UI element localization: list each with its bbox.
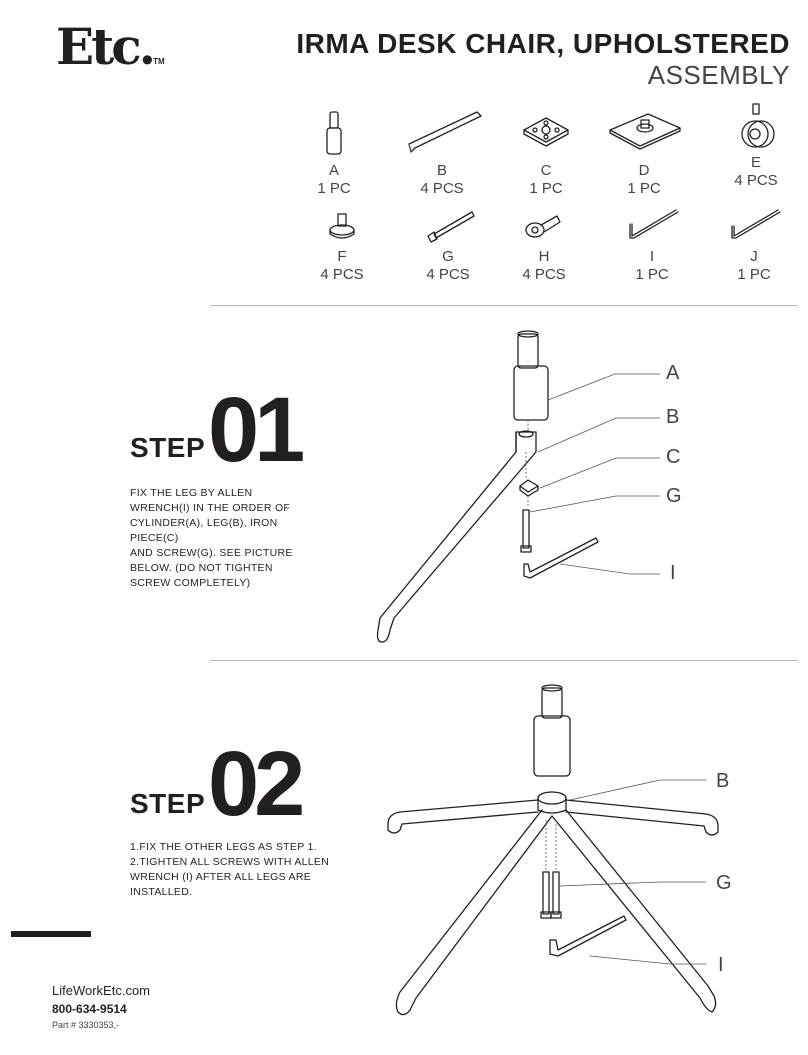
part-letter: H xyxy=(538,248,550,265)
part-letter: G xyxy=(442,248,454,265)
allen-wrench-part-icon xyxy=(724,204,784,244)
part-h xyxy=(494,204,594,284)
part-qty: 1 PC xyxy=(529,180,563,197)
mounting-plate-part-icon xyxy=(604,108,684,158)
brand-logo xyxy=(56,17,165,76)
step2-word: STEP xyxy=(130,788,206,819)
step2-diagram xyxy=(370,680,740,1040)
footer-bar xyxy=(11,931,91,937)
part-f xyxy=(292,204,392,284)
instruction-line: WRENCH (I) AFTER ALL LEGS ARE xyxy=(130,871,312,883)
callout-b: B xyxy=(716,770,730,792)
step1-instructions xyxy=(130,486,310,591)
part-letter: F xyxy=(337,248,347,265)
instruction-line: 1.FIX THE OTHER LEGS AS STEP 1. xyxy=(130,841,317,853)
divider xyxy=(210,660,798,661)
part-qty: 4 PCS xyxy=(320,266,364,283)
part-letter: B xyxy=(436,162,447,179)
footer-phone[interactable]: 800-634-9514 xyxy=(52,1002,127,1016)
instruction-line: AND SCREW(G). SEE PICTURE xyxy=(130,547,293,559)
logo-text: Etc. xyxy=(56,17,154,76)
callout-i: I xyxy=(718,954,724,976)
part-g xyxy=(398,204,498,284)
page-subtitle: ASSEMBLY xyxy=(647,60,790,90)
logo-trademark: TM xyxy=(153,57,165,66)
part-letter: J xyxy=(750,248,758,265)
long-screw-part-icon xyxy=(418,204,478,244)
instruction-line: 2.TIGHTEN ALL SCREWS WITH ALLEN xyxy=(130,856,330,868)
part-letter: D xyxy=(638,162,650,179)
callout-c: C xyxy=(666,446,681,468)
footer-website[interactable]: LifeWorkEtc.com xyxy=(52,983,151,998)
part-letter: A xyxy=(328,162,339,179)
callout-g: G xyxy=(716,872,732,894)
part-letter: I xyxy=(649,248,655,265)
part-letter: E xyxy=(750,154,761,171)
part-b xyxy=(392,108,492,198)
instruction-line: CYLINDER(A), LEG(B), IRON xyxy=(130,517,278,529)
step1-number: 01 xyxy=(208,379,301,481)
step1-word: STEP xyxy=(130,432,206,463)
instruction-line: BELOW. (DO NOT TIGHTEN xyxy=(130,562,273,574)
glide-part-icon xyxy=(322,204,362,244)
footer-part-number: Part # 3330353,- xyxy=(52,1020,120,1030)
instruction-line: FIX THE LEG BY ALLEN xyxy=(130,487,253,499)
iron-piece-part-icon xyxy=(516,108,576,158)
allen-wrench-part-icon xyxy=(622,204,682,244)
callout-i: I xyxy=(670,562,676,584)
part-e xyxy=(706,100,806,190)
part-qty: 1 PC xyxy=(627,180,661,197)
part-qty: 1 PC xyxy=(737,266,771,283)
step1-diagram xyxy=(360,320,700,660)
part-letter: C xyxy=(540,162,552,179)
instruction-line: WRENCH(I) IN THE ORDER OF xyxy=(130,502,291,514)
step2-instructions xyxy=(130,840,330,900)
callout-b: B xyxy=(666,406,680,428)
part-qty: 4 PCS xyxy=(734,172,778,189)
step2-number: 02 xyxy=(208,733,301,835)
part-qty: 4 PCS xyxy=(522,266,566,283)
part-qty: 4 PCS xyxy=(426,266,470,283)
part-a xyxy=(284,108,384,198)
instruction-line: SCREW COMPLETELY) xyxy=(130,577,251,589)
callout-g: G xyxy=(666,485,682,507)
callout-a: A xyxy=(666,362,680,384)
divider xyxy=(210,305,798,306)
cylinder-part-icon xyxy=(314,108,354,158)
instruction-line: INSTALLED. xyxy=(130,886,193,898)
part-d xyxy=(594,108,694,198)
leg-part-icon xyxy=(397,108,487,158)
instruction-line: PIECE(C) xyxy=(130,532,179,544)
part-i xyxy=(602,204,702,284)
caster-wheel-part-icon xyxy=(731,100,781,158)
part-qty: 4 PCS xyxy=(420,180,464,197)
page-title: IRMA DESK CHAIR, UPHOLSTERED xyxy=(296,28,790,59)
part-qty: 1 PC xyxy=(317,180,351,197)
part-c xyxy=(496,108,596,198)
part-j xyxy=(704,204,804,284)
part-qty: 1 PC xyxy=(635,266,669,283)
short-bolt-part-icon xyxy=(519,204,569,244)
